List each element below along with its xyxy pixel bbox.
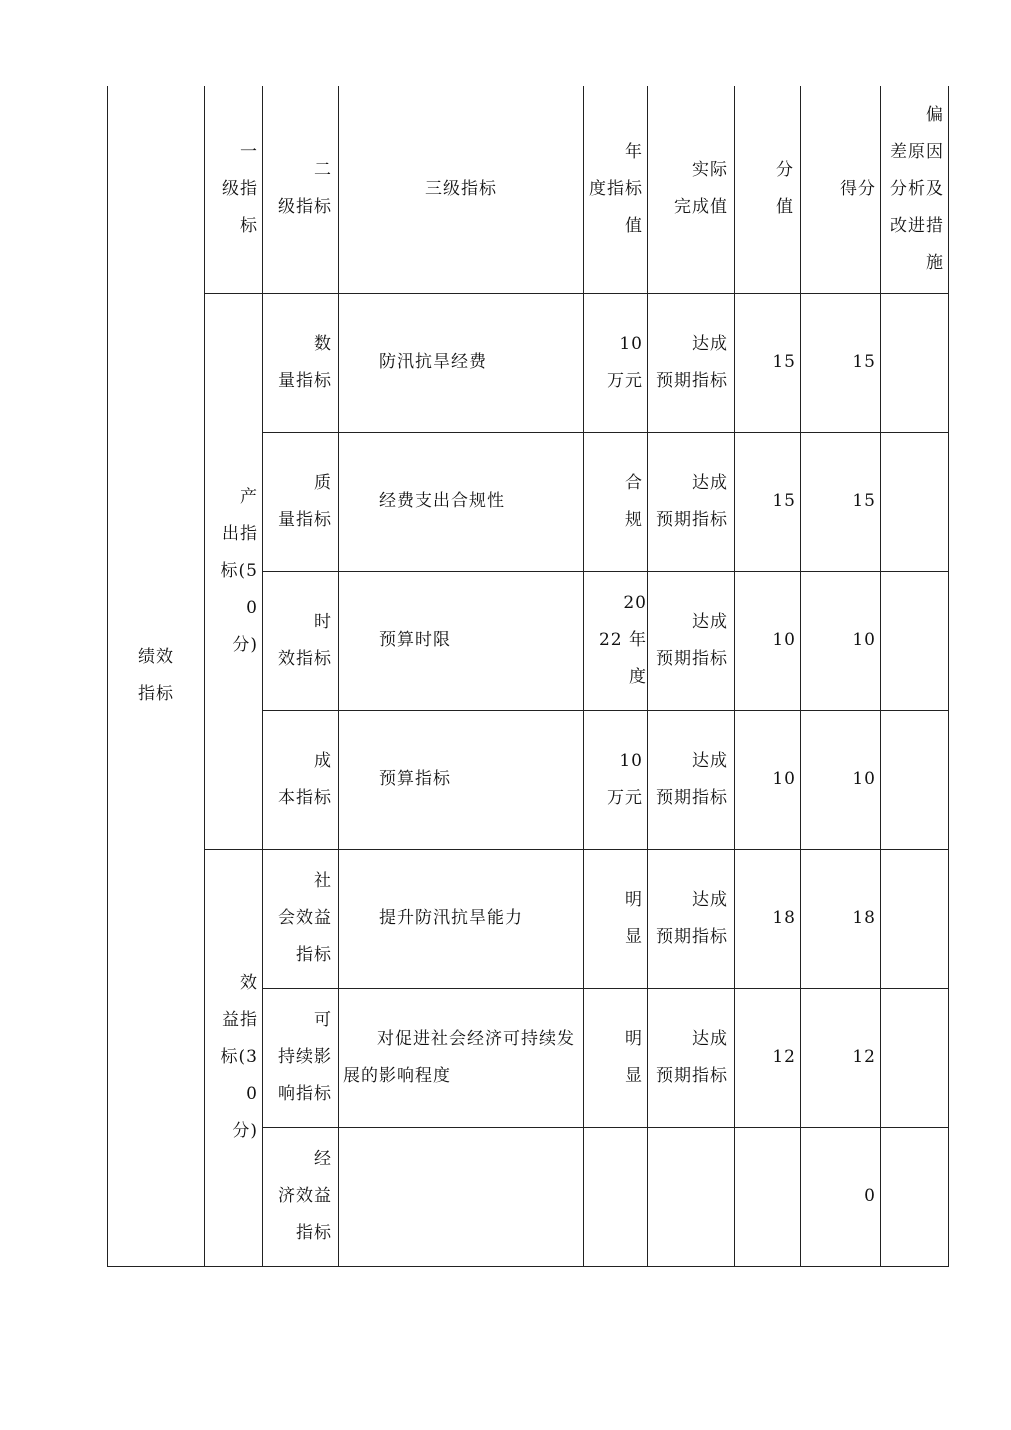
value-cell: 12: [735, 988, 801, 1127]
level2-cell: 时 效指标: [263, 571, 339, 710]
score-cell: 10: [801, 710, 881, 849]
actual-cell: 达成 预期指标: [648, 988, 735, 1127]
target-cell: 20 22 年度: [584, 571, 648, 710]
deviation-cell: [881, 432, 949, 571]
header-level2: 二 级指标: [263, 86, 339, 293]
category-cell: [108, 86, 205, 1266]
level3-cell: 预算时限: [339, 571, 584, 710]
score-cell: 18: [801, 849, 881, 988]
target-cell: 明 显: [584, 849, 648, 988]
header-level1: 一 级指 标: [205, 86, 263, 293]
output-group-label: 产 出指 标(50 分): [220, 486, 258, 655]
actual-cell: 达成 预期指标: [648, 432, 735, 571]
level2-cell: 数 量指标: [263, 293, 339, 432]
score-cell: 15: [801, 432, 881, 571]
deviation-cell: [881, 710, 949, 849]
header-row: [108, 86, 949, 293]
deviation-cell: [881, 988, 949, 1127]
actual-cell: [648, 1127, 735, 1266]
level2-cell: 质 量指标: [263, 432, 339, 571]
deviation-cell: [881, 849, 949, 988]
deviation-cell: [881, 1127, 949, 1266]
actual-cell: 达成 预期指标: [648, 293, 735, 432]
level2-cell: 成 本指标: [263, 710, 339, 849]
score-cell: 12: [801, 988, 881, 1127]
value-cell: 10: [735, 571, 801, 710]
value-cell: 10: [735, 710, 801, 849]
score-cell: 0: [801, 1127, 881, 1266]
header-level3: 三级指标: [339, 86, 584, 293]
actual-cell: 达成 预期指标: [648, 849, 735, 988]
value-cell: 18: [735, 849, 801, 988]
header-annual-target: 年 度指标 值: [584, 86, 648, 293]
output-group-cell: [205, 293, 263, 849]
performance-indicator-table: [107, 86, 949, 1267]
target-cell: 10 万元: [584, 293, 648, 432]
score-cell: 10: [801, 571, 881, 710]
actual-cell: 达成 预期指标: [648, 571, 735, 710]
level3-cell: [339, 1127, 584, 1266]
header-score-got: 得分: [801, 86, 881, 293]
header-score-value: 分 值: [735, 86, 801, 293]
target-cell: 10 万元: [584, 710, 648, 849]
deviation-cell: [881, 293, 949, 432]
benefit-group-cell: [205, 849, 263, 1266]
actual-cell: 达成 预期指标: [648, 710, 735, 849]
header-deviation: 偏 差原因 分析及 改进措 施: [881, 86, 949, 293]
target-cell: 明 显: [584, 988, 648, 1127]
category-label: 绩效 指标: [138, 646, 174, 704]
level2-cell: 可 持续影 响指标: [263, 988, 339, 1127]
table-row: [108, 849, 949, 988]
level2-cell: 社 会效益 指标: [263, 849, 339, 988]
value-cell: [735, 1127, 801, 1266]
value-cell: 15: [735, 432, 801, 571]
score-cell: 15: [801, 293, 881, 432]
value-cell: 15: [735, 293, 801, 432]
benefit-group-label: 效 益指 标(30 分): [220, 973, 258, 1141]
level3-cell: 预算指标: [339, 710, 584, 849]
deviation-cell: [881, 571, 949, 710]
target-cell: 合 规: [584, 432, 648, 571]
level3-cell: 提升防汛抗旱能力: [339, 849, 584, 988]
table-row: [108, 293, 949, 432]
level3-cell: 防汛抗旱经费: [339, 293, 584, 432]
level3-cell: 经费支出合规性: [339, 432, 584, 571]
level3-cell: 对促进社会经济可持续发展的影响程度: [339, 988, 584, 1127]
header-actual-value: 实际 完成值: [648, 86, 735, 293]
target-cell: [584, 1127, 648, 1266]
level2-cell: 经 济效益 指标: [263, 1127, 339, 1266]
